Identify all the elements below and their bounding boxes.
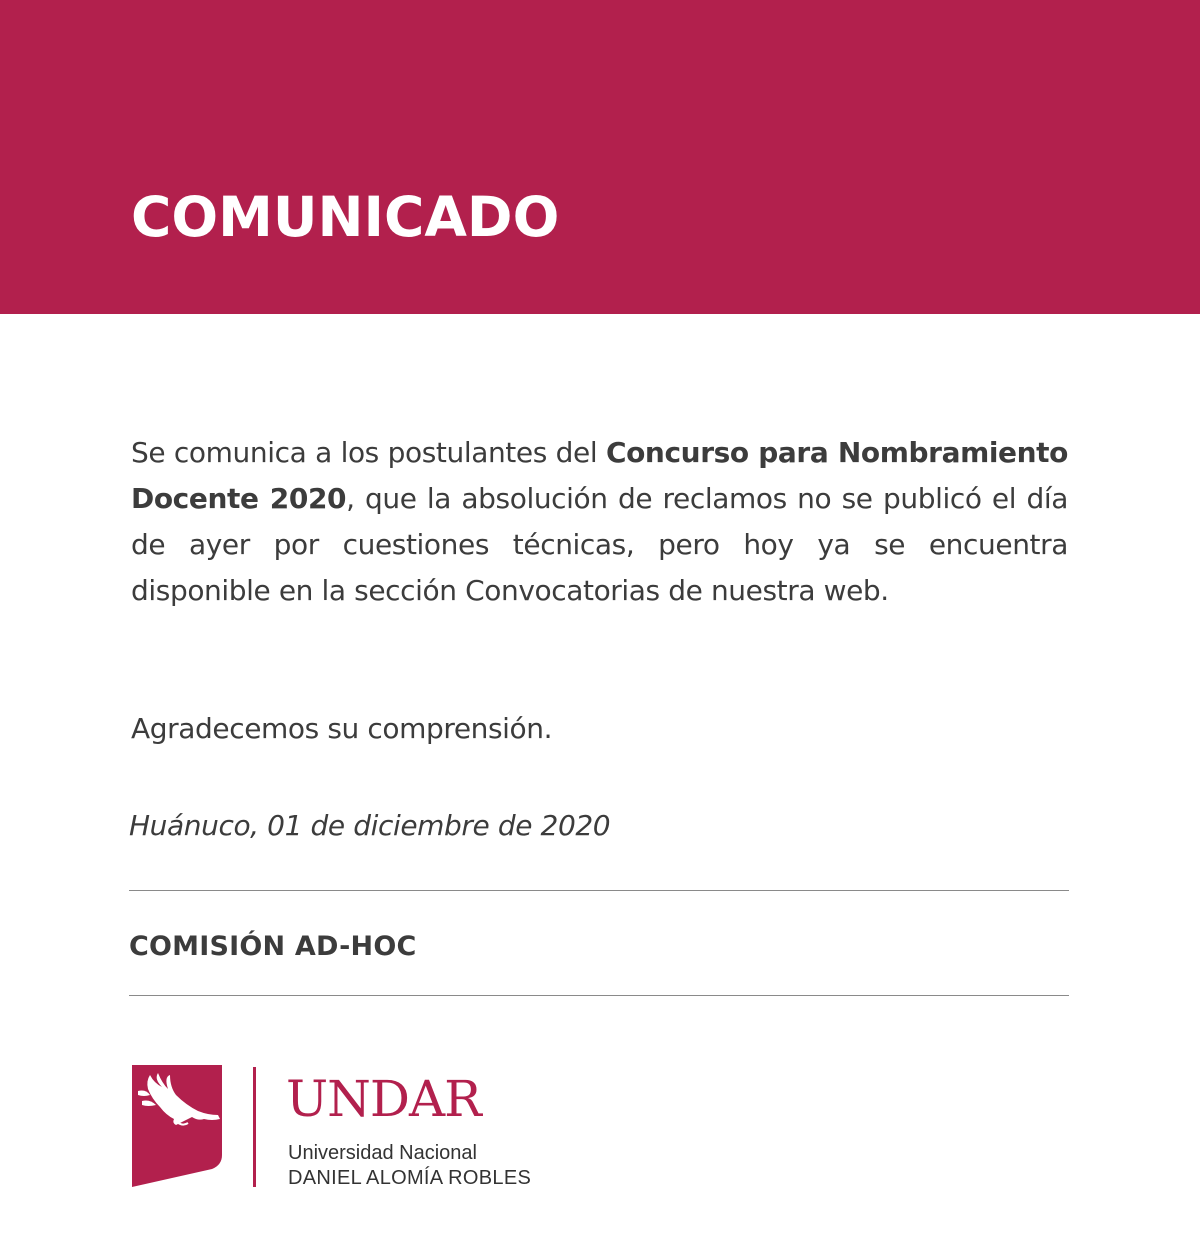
logo-name: UNDAR bbox=[286, 1070, 481, 1128]
divider-top bbox=[129, 890, 1069, 891]
divider-bottom bbox=[129, 995, 1069, 996]
announcement-paragraph bbox=[131, 430, 1068, 614]
contest-name: Concurso para Nombramiento Docente 2020 bbox=[131, 436, 1069, 515]
thanks-text: Agradecemos su comprensión. bbox=[131, 712, 553, 745]
logo-subtitle-line1: Universidad Nacional bbox=[288, 1142, 477, 1164]
condor-icon bbox=[132, 1065, 222, 1188]
announcement-message: , que la absolución de reclamos no se publicó el día de ayer por cuestiones técnicas, pero hoy ya se encuentra disponible en la sección Convocatorias de nuestra web. bbox=[131, 482, 1068, 607]
university-logo bbox=[132, 1065, 562, 1190]
header-banner bbox=[0, 0, 1200, 314]
date-line: Huánuco, 01 de diciembre de 2020 bbox=[129, 809, 611, 842]
logo-subtitle-line2: DANIEL ALOMÍA ROBLES bbox=[288, 1167, 532, 1189]
logo-divider bbox=[253, 1067, 256, 1187]
announcement-intro: Se comunica a los postulantes del bbox=[131, 436, 606, 469]
signature: COMISIÓN AD-HOC bbox=[129, 931, 417, 962]
page-title: COMUNICADO bbox=[131, 185, 560, 249]
